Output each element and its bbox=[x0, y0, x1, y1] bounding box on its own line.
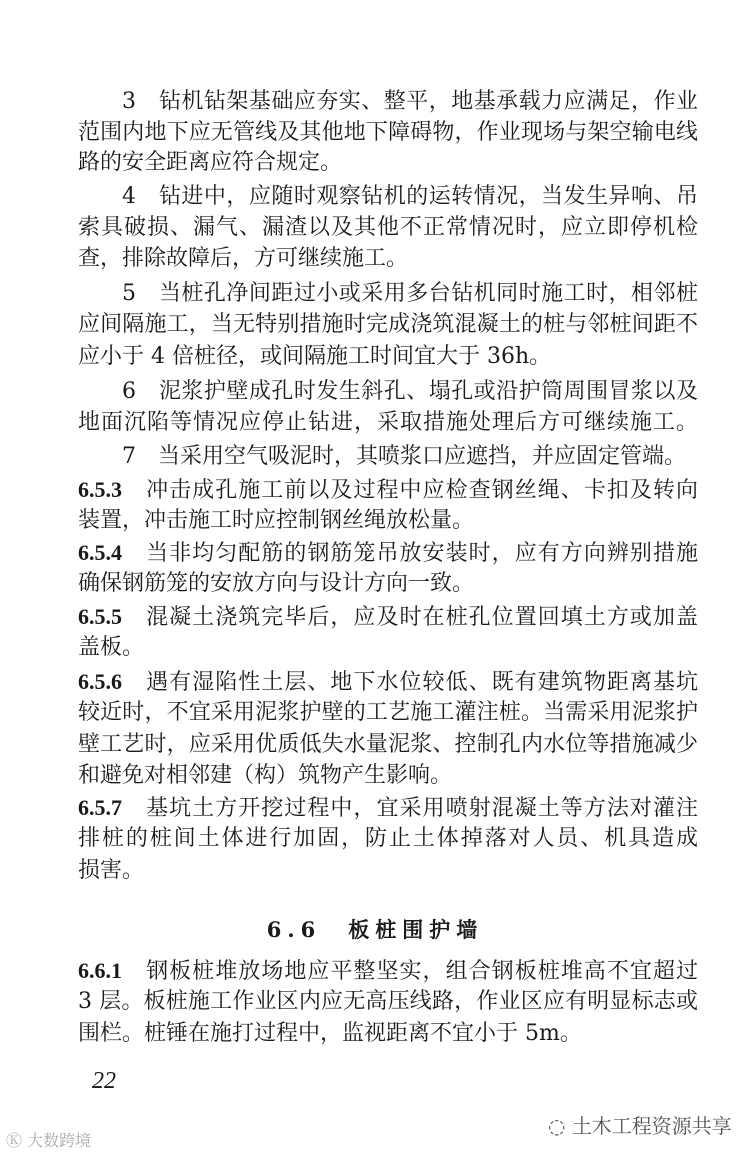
wechat-icon: ◌ bbox=[548, 1114, 572, 1138]
text-line bbox=[78, 602, 698, 633]
line-text: 装置，冲击施工时应控制钢丝绳放松量。 bbox=[78, 508, 475, 533]
text-line bbox=[78, 1019, 698, 1049]
text-line bbox=[122, 442, 698, 472]
text-line bbox=[78, 856, 698, 886]
text-line bbox=[78, 148, 698, 178]
line-text: 盖板。 bbox=[78, 635, 145, 660]
line-text: 应小于 4 倍桩径，或间隔施工时间宜大于 36h。 bbox=[78, 344, 552, 369]
text-line bbox=[78, 310, 698, 340]
clause-number: 6.5.4 bbox=[78, 540, 122, 565]
text-line bbox=[78, 569, 698, 599]
line-text: 和避免对相邻建（构）筑物产生影响。 bbox=[78, 763, 453, 788]
text-line bbox=[78, 506, 698, 536]
text-line bbox=[78, 824, 698, 854]
line-text: 基坑土方开挖过程中，宜采用喷射混凝土等方法对灌注 bbox=[122, 796, 698, 821]
clause-number: 6.5.6 bbox=[78, 669, 122, 694]
line-text: 当非均匀配筋的钢筋笼吊放安装时，应有方向辨别措施 bbox=[122, 541, 698, 566]
line-text: 7 当采用空气吸泥时，其喷浆口应遮挡，并应固定管端。 bbox=[122, 444, 686, 469]
text-line bbox=[78, 698, 698, 728]
line-text: 3 层。板桩施工作业区内应无高压线路，作业区应有明显标志或 bbox=[78, 989, 698, 1014]
line-text: 应间隔施工，当无特别措施时完成浇筑混凝土的桩与邻桩间距不 bbox=[78, 312, 698, 337]
text-line bbox=[78, 667, 698, 698]
line-text: 遇有湿陷性土层、地下水位较低、既有建筑物距离基坑 bbox=[122, 670, 698, 695]
clause-number: 6.5.3 bbox=[78, 477, 122, 502]
text-line bbox=[78, 956, 698, 987]
text-line bbox=[122, 87, 698, 117]
line-text: 排桩的桩间土体进行加固，防止土体掉落对人员、机具造成 bbox=[78, 826, 698, 851]
text-line bbox=[122, 182, 698, 212]
text-line bbox=[78, 633, 698, 663]
line-text: 较近时，不宜采用泥浆护壁的工艺施工灌注桩。当需采用泥浆护 bbox=[78, 700, 698, 725]
page-number: 22 bbox=[92, 1068, 116, 1094]
text-line bbox=[122, 279, 698, 309]
clause-number: 6.5.5 bbox=[78, 604, 122, 629]
line-text: 围栏。桩锤在施打过程中，监视距离不宜小于 5m。 bbox=[78, 1021, 582, 1046]
watermark-left: Ⓚ 大数跨境 bbox=[6, 1131, 92, 1150]
line-text: 6 泥浆护壁成孔时发生斜孔、塌孔或沿护筒周围冒浆以及 bbox=[122, 379, 698, 404]
text-line bbox=[78, 761, 698, 791]
line-text: 5 当桩孔净间距过小或采用多台钻机同时施工时，相邻桩 bbox=[122, 281, 698, 306]
line-text: 确保钢筋笼的安放方向与设计方向一致。 bbox=[78, 571, 475, 596]
text-line bbox=[78, 730, 698, 760]
line-text: 损害。 bbox=[78, 858, 145, 883]
text-line bbox=[78, 538, 698, 569]
line-text: 地面沉陷等情况应停止钻进，采取措施处理后方可继续施工。 bbox=[78, 410, 698, 435]
clause-number: 6.5.7 bbox=[78, 795, 122, 820]
line-text: 范围内地下应无管线及其他地下障碍物，作业现场与架空输电线 bbox=[78, 120, 698, 145]
text-line bbox=[78, 244, 698, 274]
line-text: 查，排除故障后，方可继续施工。 bbox=[78, 246, 409, 271]
line-text: 混凝土浇筑完毕后，应及时在桩孔位置回填土方或加盖 bbox=[122, 605, 698, 630]
line-text: 壁工艺时，应采用优质低失水量泥浆、控制孔内水位等措施减少 bbox=[78, 732, 698, 757]
clause-number: 6.6.1 bbox=[78, 958, 122, 983]
line-text: 路的安全距离应符合规定。 bbox=[78, 150, 343, 175]
watermark-right: ◌ 土木工程资源共享 bbox=[548, 1114, 732, 1138]
text-line bbox=[78, 213, 698, 243]
line-text: 3 钻机钻架基础应夯实、整平，地基承载力应满足，作业 bbox=[122, 89, 698, 114]
logo-icon: Ⓚ bbox=[6, 1131, 28, 1150]
text-line bbox=[78, 118, 698, 148]
line-text: 钢板桩堆放场地应平整坚实，组合钢板桩堆高不宜超过 bbox=[122, 959, 698, 984]
text-line bbox=[78, 342, 698, 372]
text-line bbox=[78, 793, 698, 824]
text-line bbox=[78, 475, 698, 506]
line-text: 冲击成孔施工前以及过程中应检查钢丝绳、卡扣及转向 bbox=[122, 478, 698, 503]
text-line bbox=[122, 377, 698, 407]
text-line bbox=[78, 987, 698, 1017]
section-heading: 6.6 板桩围护墙 bbox=[266, 917, 484, 942]
line-text: 索具破损、漏气、漏渣以及其他不正常情况时，应立即停机检 bbox=[78, 215, 698, 240]
text-line bbox=[78, 408, 698, 438]
line-text: 4 钻进中，应随时观察钻机的运转情况，当发生异响、吊 bbox=[122, 184, 698, 209]
